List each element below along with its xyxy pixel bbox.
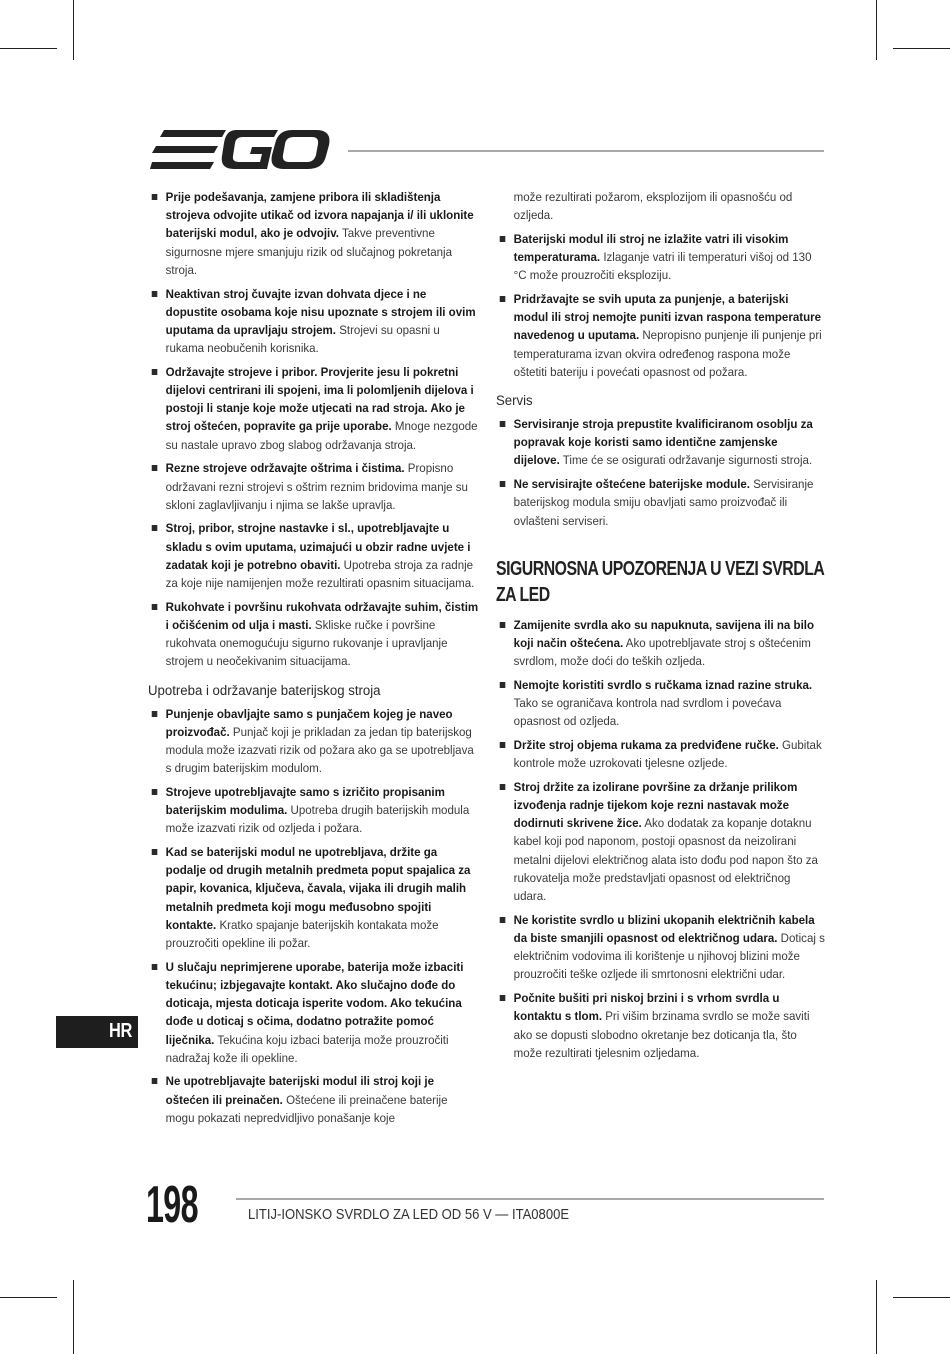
list-item: Držite stroj objema rukama za predviđene ručke. Gubitak kontrole može uzrokovati tjelesne ozljede. [496, 736, 826, 772]
list-item: Počnite bušiti pri niskoj brzini i s vrhom svrdla u kontaktu s tlom. Pri višim brzinama svrdlo se može saviti ako se dopusti slobodno okretanje bez doticanja tla, što može rezultirati tjelesnim ozljedama. [496, 989, 826, 1062]
bullet-icon [152, 711, 158, 717]
bullet-icon [152, 1078, 158, 1084]
crop-mark [893, 1297, 950, 1298]
section-heading-drill-warnings: SIGURNOSNA UPOZORENJA U VEZI SVRDLA ZA LED [496, 557, 824, 606]
bullet-icon [500, 296, 506, 302]
bullet-icon [152, 291, 158, 297]
list-item: Punjenje obavljajte samo s punjačem kojeg je naveo proizvođač. Punjač koji je prikladan za jedan tip baterijskog modula može izazvati rizik od požara ako ga se upotrebljava s drugim baterijskim modulom. [148, 705, 478, 778]
bullet-icon [152, 604, 158, 610]
page-number: 198 [146, 1176, 198, 1234]
bullet-icon [500, 236, 506, 242]
list-item: Stroj, pribor, strojne nastavke i sl., upotrebljavajte u skladu s ovim uputama, uzimajući u obzir radne uvjete i zadatak koji je potrebno obaviti. Upotreba stroja za radnje za koje nije namijenjen može rezultirati opasnim situacijama. [148, 519, 478, 592]
list-item: Ne servisirajte oštećene baterijske module. Servisiranje baterijskog modula smiju obavljati samo proizvođač ili ovlašteni serviseri. [496, 475, 826, 530]
bullet-icon [152, 964, 158, 970]
bullet-icon [500, 995, 506, 1001]
list-item: Pridržavajte se svih uputa za punjenje, a baterijski modul ili stroj nemojte puniti izvan raspona temperature navedenog u uputama. Nepropisno punjenje ili punjenje pri temperaturama izvan okvira određenog raspona može oštetiti bateriju i povećati opasnost od požara. [496, 290, 826, 381]
right-column [496, 188, 826, 1067]
ego-logo [150, 128, 330, 172]
list-item: Strojeve upotrebljavajte samo s izričito propisanim baterijskim modulima. Upotreba drugih baterijskih modula može izazvati rizik od ozljeda i požara. [148, 783, 478, 838]
list-item: Ne upotrebljavajte baterijski modul ili stroj koji je oštećen ili preinačen. Oštećene ili preinačene baterije mogu pokazati nepredvidljivo ponašanje koje [148, 1072, 478, 1127]
crop-mark [876, 0, 877, 60]
bullet-icon [152, 194, 158, 200]
section-heading-battery: Upotreba i održavanje baterijskog stroja [148, 682, 381, 699]
crop-mark [0, 48, 57, 49]
bullet-icon [500, 622, 506, 628]
list-item: Zamijenite svrdla ako su napuknuta, savijena ili na bilo koji način oštećena. Ako upotrebljavate stroj s oštećenim svrdlom, može doći do teških ozljeda. [496, 616, 826, 671]
language-tab-label: HR [109, 1020, 132, 1042]
list-item: Baterijski modul ili stroj ne izlažite vatri ili visokim temperaturama. Izlaganje vatri ili temperaturi višoj od 130 °C može prouzročiti eksploziju. [496, 230, 826, 285]
list-item: Rezne strojeve održavajte oštrima i čistima. Propisno održavani rezni strojevi s oštrim reznim bridovima manje su skloni zaglavljivanju i njima se lakše upravlja. [148, 459, 478, 514]
bullet-icon [500, 481, 506, 487]
bullet-icon [500, 742, 506, 748]
list-item: Rukohvate i površinu rukohvata održavajte suhim, čistim i očišćenim od ulja i masti. Skliske ručke i površine rukohvata onemogućuju sigurno rukovanje i upravljanje strojem u neočekivanim situacijama. [148, 598, 478, 671]
list-item: Nemojte koristiti svrdlo s ručkama iznad razine struka. Tako se ograničava kontrola nad svrdlom i povećava opasnost od ozljeda. [496, 676, 826, 731]
footer-title: LITIJ-IONSKO SVRDLO ZA LED OD 56 V — ITA0800E [248, 1207, 570, 1223]
list-item: Prije podešavanja, zamjene pribora ili skladištenja strojeva odvojite utikač od izvora napajanja i/ ili uklonite baterijski modul, ako je odvojiv. Takve preventivne sigurnosne mjere smanjuju rizik od slučajnog pokretanja stroja. [148, 188, 478, 279]
crop-mark [0, 1297, 57, 1298]
bullet-icon [152, 849, 158, 855]
crop-mark [73, 0, 74, 60]
footer-rule [236, 1198, 824, 1200]
list-item: Održavajte strojeve i pribor. Provjerite jesu li pokretni dijelovi centrirani ili spojeni, ima li polomljenih dijelova i postoji li stanje koje može utjecati na rad stroja. Ako je stroj oštećen, popravite ga prije uporabe. Mnoge nezgode su nastale upravo zbog slabog održavanja stroja. [148, 363, 478, 454]
bullet-icon [152, 369, 158, 375]
bullet-icon [500, 784, 506, 790]
list-item: Kad se baterijski modul ne upotrebljava, držite ga podalje od drugih metalnih predmeta poput spajalica za papir, kovanica, ključeva, čavala, vijaka ili drugih malih metalnih predmeta koji mogu međusobno spojiti kontakte. Kratko spajanje baterijskih kontakata može prouzročiti opekline ili požar. [148, 843, 478, 952]
bullet-icon [500, 917, 506, 923]
bullet-icon [500, 421, 506, 427]
bullet-icon [500, 682, 506, 688]
list-item: Neaktivan stroj čuvajte izvan dohvata djece i ne dopustite osobama koje nisu upoznate s strojem ili ovim uputama da upravljaju strojem. Strojevi su opasni u rukama neobučenih korisnika. [148, 285, 478, 358]
language-tab [56, 1016, 138, 1048]
bullet-icon [152, 465, 158, 471]
crop-mark [893, 48, 950, 49]
section-heading-service: Servis [496, 393, 533, 410]
crop-mark [73, 1280, 74, 1354]
bullet-icon [152, 789, 158, 795]
bullet-icon [152, 525, 158, 531]
list-item: Servisiranje stroja prepustite kvalificiranom osoblju za popravak koje koristi samo identične zamjenske dijelove. Time će se osigurati održavanje sigurnosti stroja. [496, 415, 826, 470]
list-item: Ne koristite svrdlo u blizini ukopanih električnih kabela da biste smanjili opasnost od električnog udara. Doticaj s električnim vodovima ili korištenje u njihovoj blizini može prouzročiti teške ozljede ili smrtonosni električni udar. [496, 911, 826, 984]
left-column [148, 188, 478, 1133]
continued-text: može rezultirati požarom, eksplozijom ili opasnošću od ozljeda. [513, 190, 793, 223]
list-item: U slučaju neprimjerene uporabe, baterija može izbaciti tekućinu; izbjegavajte kontakt. Ako slučajno dođe do doticaja, mjesta doticaja isperite vodom. Ako tekućina dođe u doticaj s očima, dodatno potražite pomoć liječnika. Tekućina koju izbaci baterija može prouzročiti nadražaj kože ili opekline. [148, 958, 478, 1067]
crop-mark [876, 1280, 877, 1354]
list-item: Stroj držite za izolirane površine za držanje prilikom izvođenja radnje tijekom koje rezni nastavak može dodirnuti skrivene žice. Ako dodatak za kopanje dotaknu kabel koji pod naponom, postoji opasnost da neizolirani metalni dijelovi električnog alata isto dođu pod napon što za rukovatelja može predstavljati opasnost od električnog udara. [496, 778, 826, 905]
header-rule [348, 150, 824, 152]
